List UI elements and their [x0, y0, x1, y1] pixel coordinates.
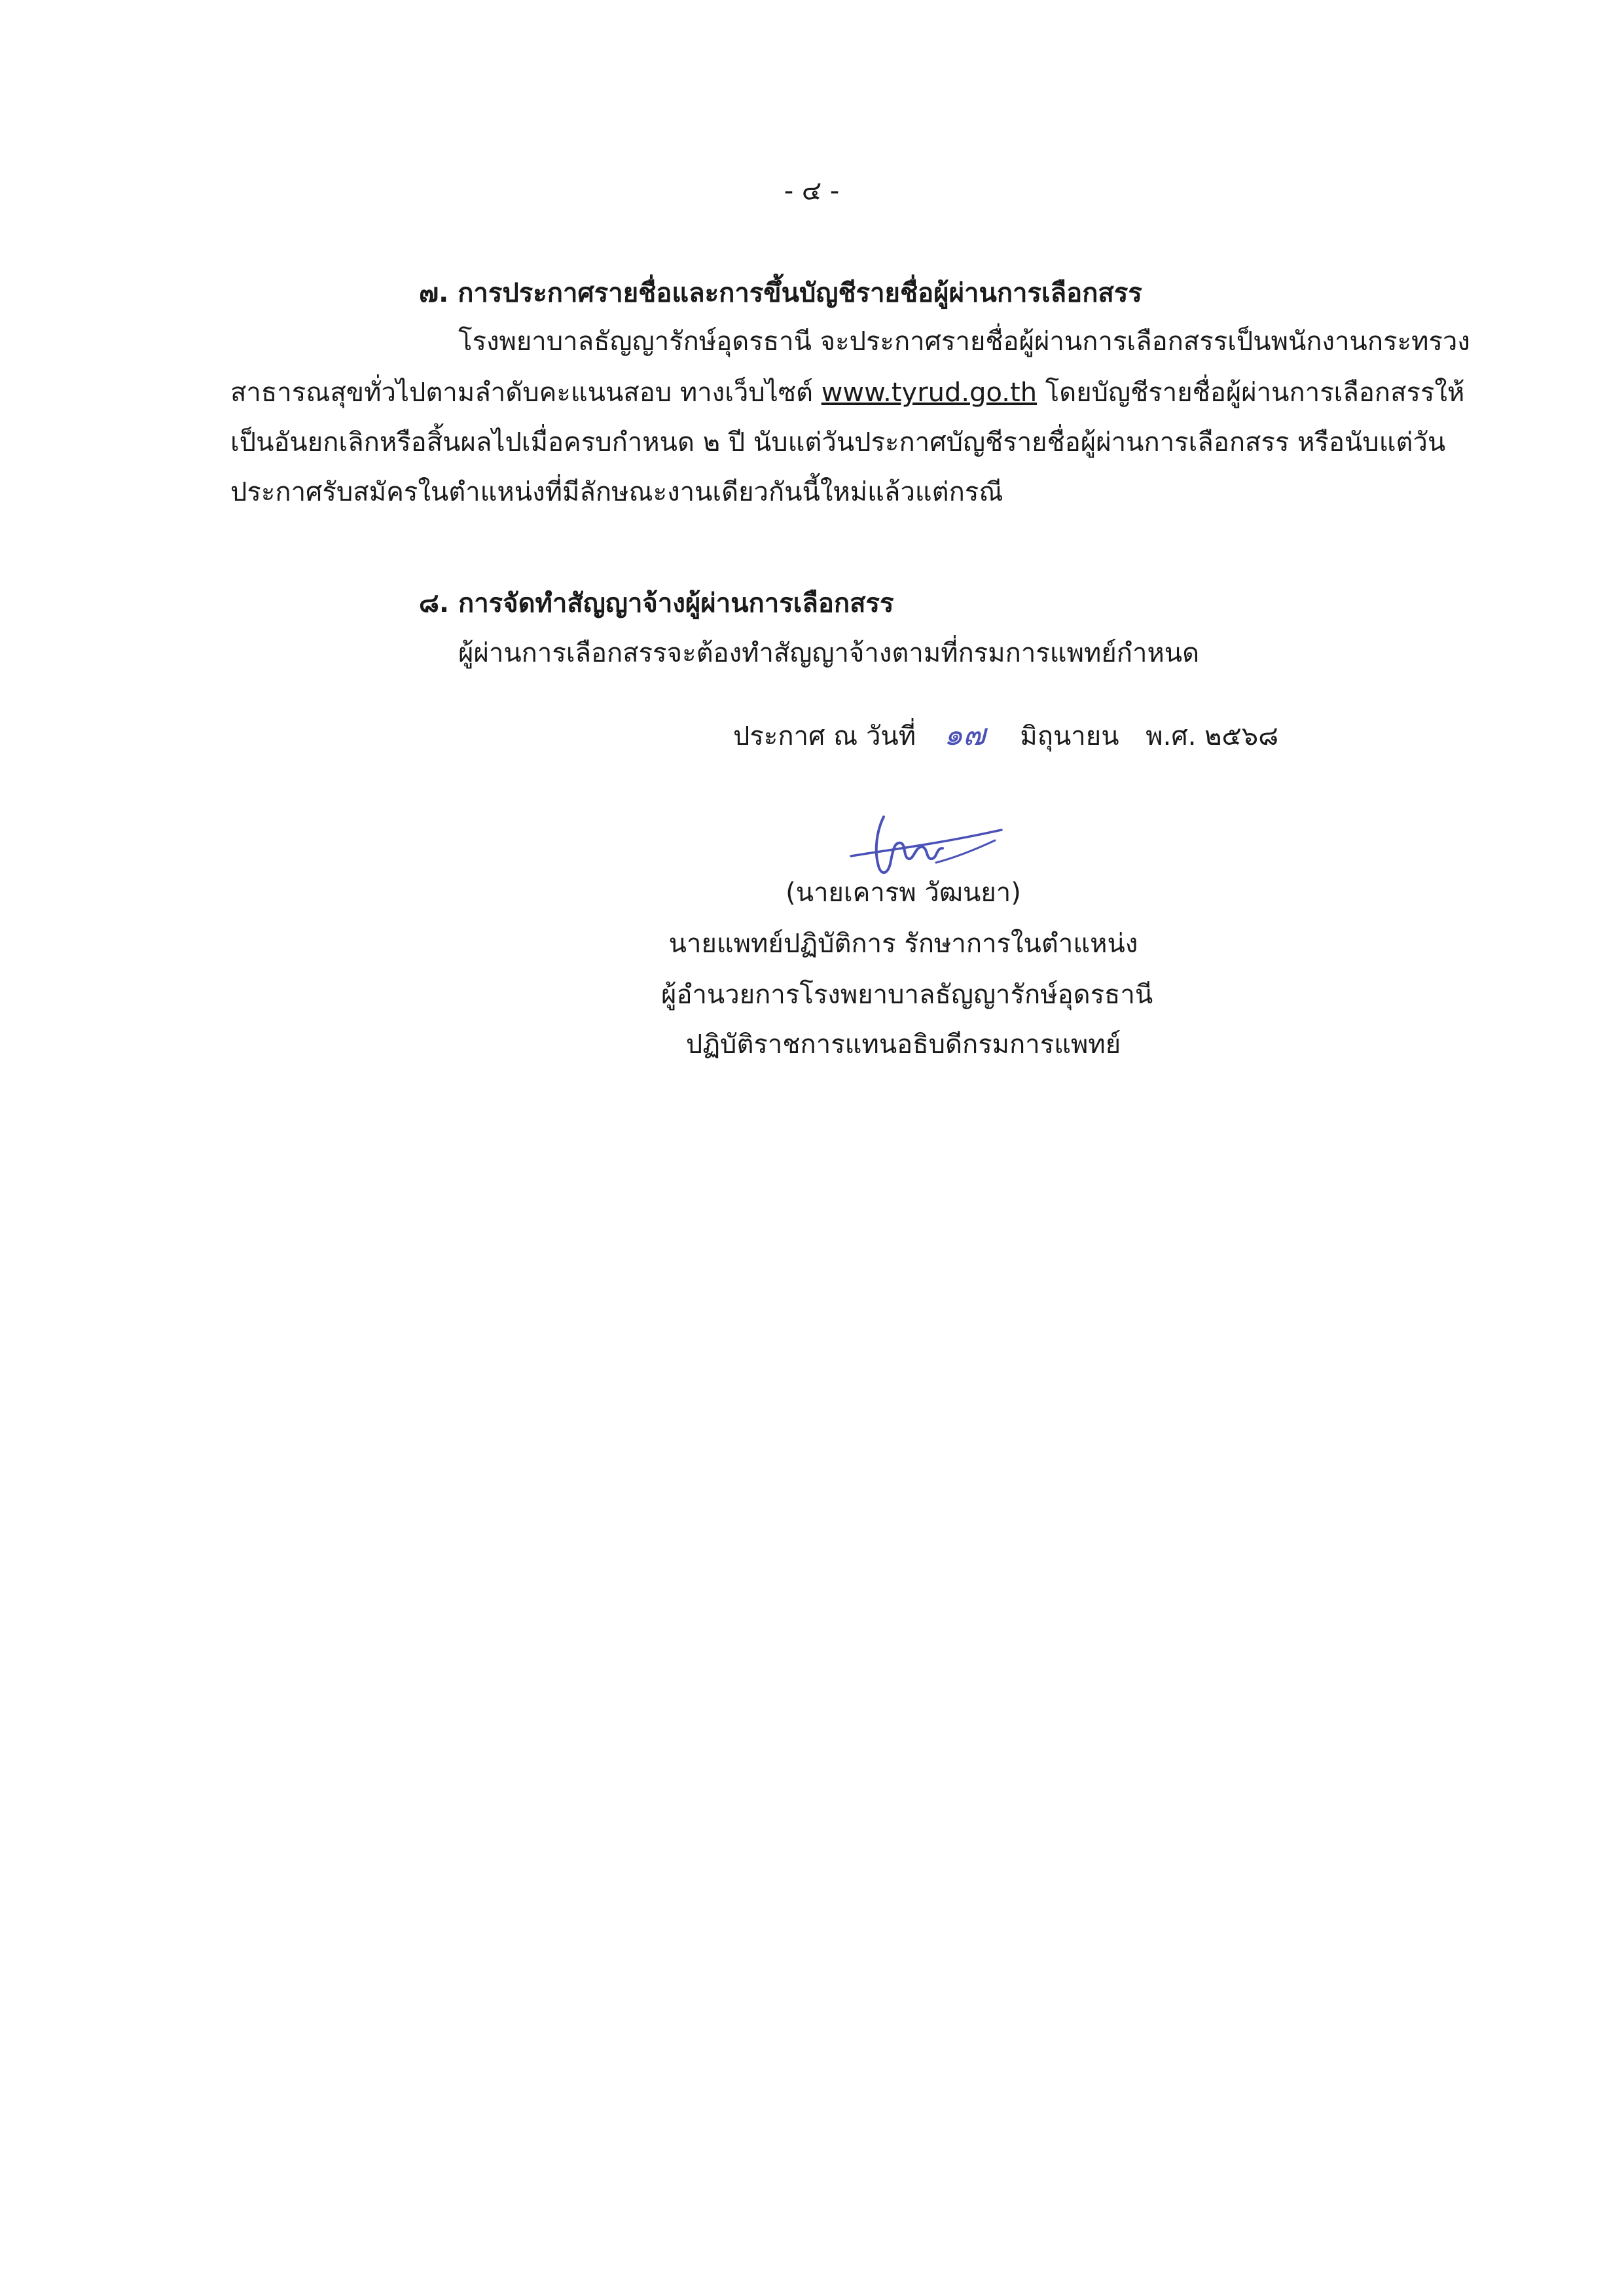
signatory-title-1: นายแพทย์ปฏิบัติการ รักษาการในตำแหน่ง [668, 929, 1138, 959]
announce-date [733, 715, 1278, 756]
signatory-title-3: ปฏิบัติราชการแทนอธิบดีกรมการแพทย์ [685, 1030, 1121, 1060]
section8-heading: ๘. การจัดทำสัญญาจ้างผู้ผ่านการเลือกสรร [419, 588, 894, 619]
page-number: - ๔ - [784, 176, 840, 206]
section7-line-2-before: สาธารณสุขทั่วไปตามลำดับคะแนนสอบ ทางเว็บไซต์ [230, 378, 821, 408]
section7-line-3: เป็นอันยกเลิกหรือสิ้นผลไปเมื่อครบกำหนด ๒ ปี นับแต่วันประกาศบัญชีรายชื่อผู้ผ่านการเลือกสรร หรือนับแต่วัน [230, 427, 1446, 457]
signatory-name: (นายเคารพ วัฒนยา) [785, 878, 1021, 908]
section7-line-1: โรงพยาบาลธัญญารักษ์อุดรธานี จะประกาศรายชื่อผู้ผ่านการเลือกสรรเป็นพนักงานกระทรวง [458, 327, 1470, 357]
section7-line-2-after: โดยบัญชีรายชื่อผู้ผ่านการเลือกสรรให้ [1037, 378, 1465, 408]
announce-day: ๑๗ [943, 717, 986, 752]
section7-line-2 [230, 373, 1464, 412]
section7-line-4: ประกาศรับสมัครในตำแหน่งที่มีลักษณะงานเดียวกันนี้ใหม่แล้วแต่กรณี [230, 477, 1003, 507]
section7-heading: ๗. การประกาศรายชื่อและการขึ้นบัญชีรายชื่อผู้ผ่านการเลือกสรร [419, 278, 1142, 308]
announce-prefix: ประกาศ ณ วันที่ [733, 721, 916, 751]
announce-month: มิถุนายน [1020, 721, 1119, 751]
section8-line-1: ผู้ผ่านการเลือกสรรจะต้องทำสัญญาจ้างตามที่กรมการแพทย์กำหนด [458, 638, 1200, 668]
signatory-title-2: ผู้อำนวยการโรงพยาบาลธัญญารักษ์อุดรธานี [661, 980, 1153, 1010]
website-link[interactable]: www.tyrud.go.th [821, 378, 1038, 408]
announce-year: พ.ศ. ๒๕๖๘ [1146, 721, 1279, 751]
